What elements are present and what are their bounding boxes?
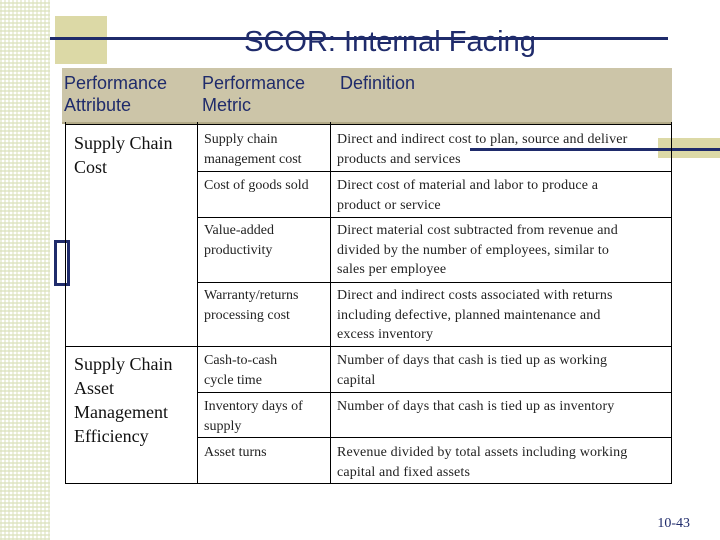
metric-warranty-returns-processing-cost: Warranty/returns processing cost xyxy=(204,288,299,323)
attribute-supply-chain-cost: Supply Chain Cost xyxy=(74,133,173,177)
table-section-divider xyxy=(65,346,672,347)
definition-cost-of-goods-sold: Direct cost of material and labor to produce a product or service xyxy=(337,178,599,213)
metric-supply-chain-management-cost: Supply chain management cost xyxy=(204,132,302,167)
definition-value-added-productivity: Direct material cost subtracted from revenue and divided by the number of employees, similar to sales per employee xyxy=(337,223,618,277)
table-row-divider xyxy=(197,437,672,438)
metric-asset-turns: Asset turns xyxy=(204,445,267,460)
page-number: 10-43 xyxy=(657,516,690,531)
slide-title: SCOR: Internal Facing xyxy=(244,26,536,58)
table-border-left xyxy=(65,122,66,484)
left-outline-box xyxy=(54,240,70,286)
title-accent-block xyxy=(55,16,107,64)
definition-cash-to-cash-cycle-time: Number of days that cash is tied up as working capital xyxy=(337,353,608,388)
table-border-bottom xyxy=(65,483,672,484)
definition-asset-turns: Revenue divided by total assets including working capital and fixed assets xyxy=(337,445,628,480)
table-row-divider xyxy=(197,282,672,283)
decorative-checker-strip xyxy=(0,0,50,540)
table-row-divider xyxy=(197,217,672,218)
header-performance-metric: Performance Metric xyxy=(202,73,306,115)
header-definition: Definition xyxy=(340,73,416,93)
table-row-divider xyxy=(197,392,672,393)
attribute-supply-chain-asset-management-efficiency: Supply Chain Asset Management Efficiency xyxy=(74,354,173,446)
definition-inventory-days-of-supply: Number of days that cash is tied up as inventory xyxy=(337,399,615,414)
table-row-divider xyxy=(197,171,672,172)
definition-supply-chain-management-cost: Direct and indirect cost to plan, source and deliver products and services xyxy=(337,132,628,167)
metric-value-added-productivity: Value-added productivity xyxy=(204,223,274,258)
table-column-divider-1 xyxy=(197,122,198,484)
definition-warranty-returns-processing-cost: Direct and indirect costs associated with returns including defective, planned maintenance and excess inventory xyxy=(337,288,613,342)
metric-inventory-days-of-supply: Inventory days of supply xyxy=(204,399,303,434)
metric-cash-to-cash-cycle-time: Cash-to-cash cycle time xyxy=(204,353,278,388)
header-performance-attribute: Performance Attribute xyxy=(64,73,168,115)
metric-cost-of-goods-sold: Cost of goods sold xyxy=(204,178,309,193)
table-border-top xyxy=(65,124,672,125)
